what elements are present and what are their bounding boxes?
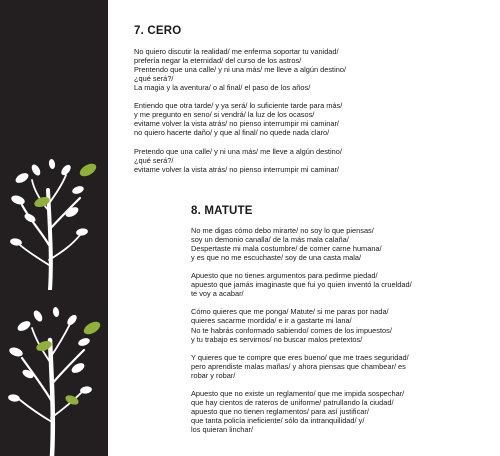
verse-line: ¿qué será?/ xyxy=(134,74,174,84)
verse-line: Pretendo que una calle/ y ni una más/ me lleve a algún destino/ xyxy=(134,146,342,156)
verse-line: Entiendo que otra tarde/ y ya será/ lo suficiente tarde para más/ xyxy=(134,101,343,111)
stanza xyxy=(191,389,412,434)
verse-line: No quiero discutir la realidad/ me enferma soportar tu vanidad/ xyxy=(134,47,339,56)
verse-line: La magia y la aventura/ o al final/ el paso de los años/ xyxy=(134,83,311,93)
verse-line: robar y robar/ xyxy=(191,370,236,380)
verse-line: soy un demonio canalla/ de la más mala calaña/ xyxy=(191,235,349,245)
verse-line: Y quieres que te compre que eres bueno/ que me traes seguridad/ xyxy=(191,352,409,362)
verse-line: apuesto que jamás imaginaste que fui yo quien inventó la crueldad/ xyxy=(191,280,412,290)
verse-line: ¿qué será?/ xyxy=(134,155,174,165)
verse-line: y es que no me escuchaste/ soy de una casta mala/ xyxy=(191,253,362,263)
verse-line: y tu trabajo es servirnos/ no buscar malos pretextos/ xyxy=(191,334,363,344)
verse-line: que tanta policía ineficiente/ sólo da intranquilidad/ y/ xyxy=(191,415,365,425)
verse-line: Cómo quieres que me ponga/ Matute/ si me paras por nada/ xyxy=(191,307,389,317)
verse-line: evitame volver la vista atrás/ no pienso interrumpir mi caminar/ xyxy=(134,119,339,129)
verse-line: evitame volver la vista atrás/ no pienso interrumpir mi caminar/ xyxy=(134,164,339,174)
poem-title-cero: 7. CERO xyxy=(134,25,182,37)
verse-line: no quiero hacerte daño/ y que al final/ no quede nada claro/ xyxy=(134,128,330,138)
verse-line: Despertaste mi mala costumbre/ de comer carne humana/ xyxy=(191,244,382,254)
poem-body-matute xyxy=(191,226,412,434)
verse-line: Apuesto que no existe un reglamento/ que me impida sospechar/ xyxy=(191,388,405,398)
verse-line: Apuesto que no tienes argumentos para pedirme piedad/ xyxy=(191,271,378,281)
verse-line: quieres sacarme mordida/ e ir a gastarte mi lana/ xyxy=(191,316,352,326)
stanza xyxy=(191,226,412,262)
verse-line: No te habrás conformado sabiendo/ comes de los impuestos/ xyxy=(191,325,392,335)
verse-line: Prentendo que una calle/ y ni una más/ me lleve a algún destino/ xyxy=(134,65,347,75)
verse-line: los quieran linchar/ xyxy=(191,425,254,435)
stanza xyxy=(134,147,346,174)
stanza xyxy=(191,353,412,380)
verse-line: y me pregunto en seno/ si vendrá/ la luz de los ocasos/ xyxy=(134,110,315,120)
verse-line: apuesto que no tienen reglamentos/ para así justificar/ xyxy=(191,406,369,416)
stanza xyxy=(134,47,346,92)
verse-line: No me digas cómo debo mirarte/ no soy lo que piensas/ xyxy=(191,226,374,235)
stanza xyxy=(191,307,412,343)
stanza xyxy=(191,271,412,298)
verse-line: pero aprendiste malas mañas/ y ahora piensas que chambear/ es xyxy=(191,361,406,371)
stanza xyxy=(134,101,346,137)
verse-line: prefería negar la eternidad/ del curso de los astros/ xyxy=(134,56,302,66)
verse-line: que hay cientos de rateros de uniforme/ patrullando la ciudad/ xyxy=(191,397,394,407)
poem-body-cero xyxy=(134,47,346,174)
poem-title-matute: 8. MATUTE xyxy=(191,205,253,217)
verse-line: te voy a acabar/ xyxy=(191,289,244,299)
